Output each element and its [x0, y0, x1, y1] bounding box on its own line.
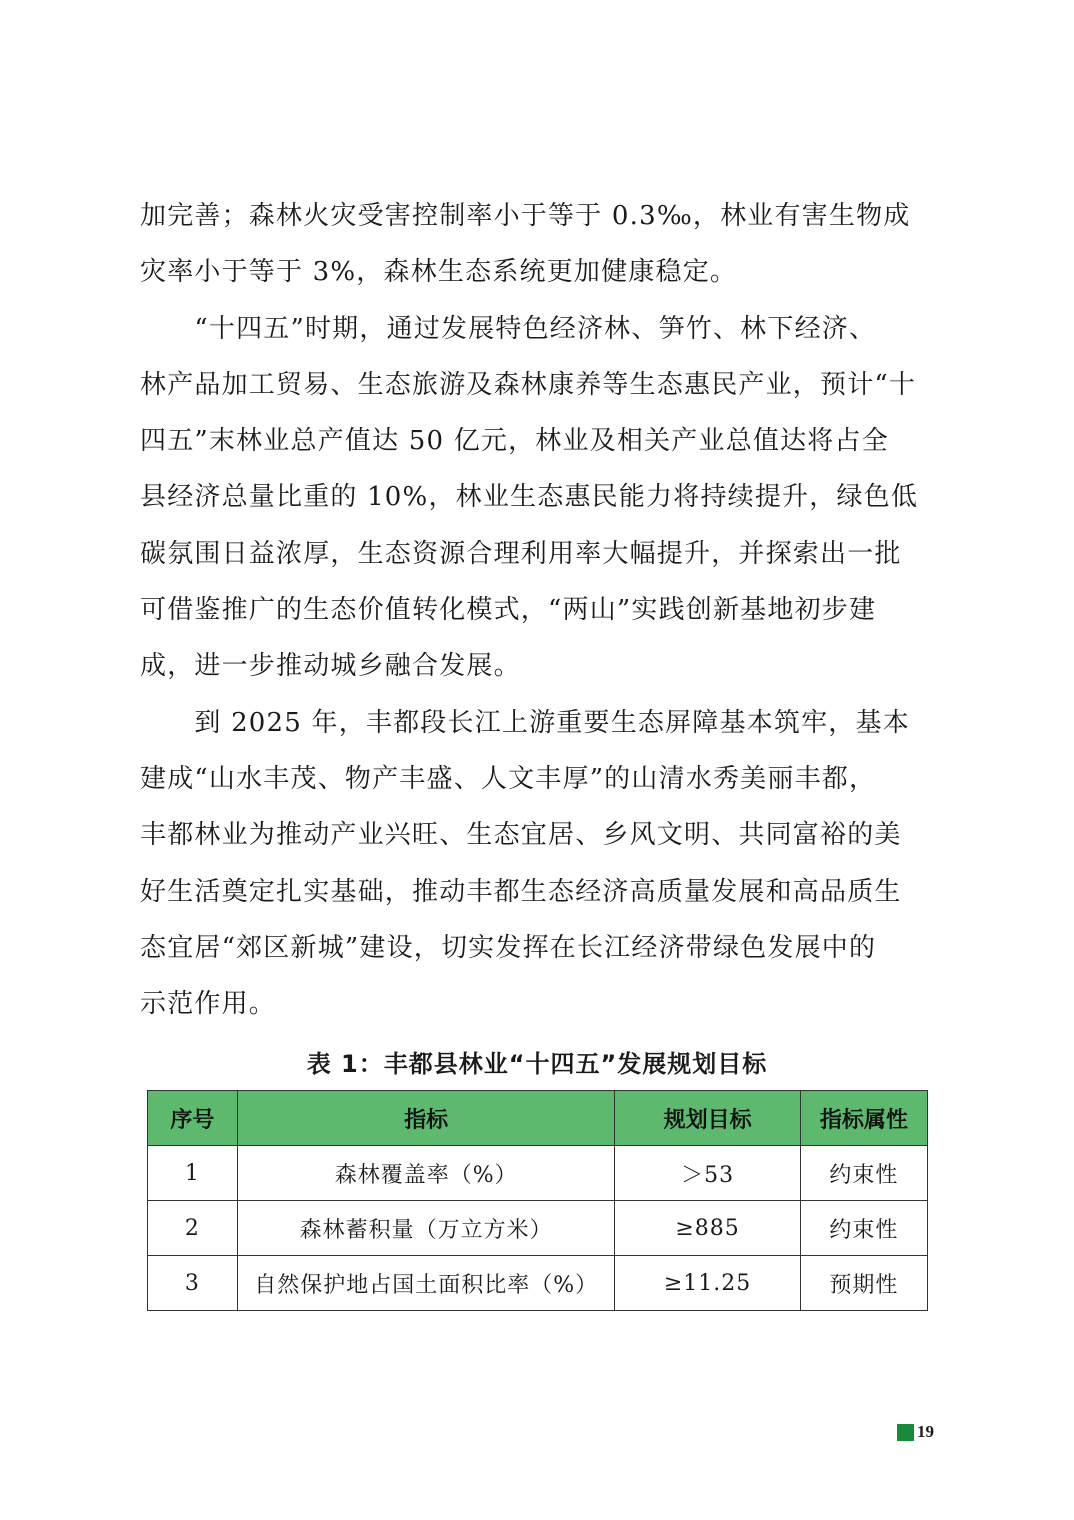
header-attribute: 指标属性 [800, 1091, 927, 1146]
table-caption: 表 1：丰都县林业“十四五”发展规划目标 [306, 1050, 768, 1078]
paragraph-line: 加完善；森林火灾受害控制率小于等于 0.3‰，林业有害生物成 [140, 201, 911, 231]
paragraph-line: 四五”末林业总产值达 50 亿元，林业及相关产业总值达将占全 [140, 426, 889, 457]
header-target: 规划目标 [615, 1091, 800, 1146]
paragraph-line: 示范作用。 [140, 989, 277, 1020]
table-row [148, 1201, 928, 1256]
paragraph-line: 到 2025 年，丰都段长江上游重要生态屏障基本筑牢，基本 [140, 707, 910, 738]
table-row [148, 1146, 928, 1201]
paragraph-line: 碳氛围日益浓厚，生态资源合理利用率大幅提升，并探索出一批 [140, 538, 902, 569]
paragraph-line: 丰都林业为推动产业兴旺、生态宜居、乡风文明、共同富裕的美 [140, 820, 902, 851]
cell-target: ≥885 [615, 1201, 800, 1256]
body-text [140, 188, 936, 1032]
header-indicator: 指标 [237, 1091, 615, 1146]
cell-attribute: 约束性 [800, 1201, 927, 1256]
cell-target: ≥11.25 [615, 1256, 800, 1311]
paragraph-line: 建成“山水丰茂、物产丰盛、人文丰厚”的山清水秀美丽丰都， [140, 763, 877, 794]
paragraph-line: 县经济总量比重的 10%，林业生态惠民能力将持续提升，绿色低 [140, 482, 919, 513]
page-footer [897, 1422, 934, 1442]
paragraph-2 [140, 301, 936, 695]
paragraph-line: 林产品加工贸易、生态旅游及森林康养等生态惠民产业，预计“十 [140, 369, 917, 400]
table-header-row [148, 1091, 928, 1146]
paragraph-line: 态宜居“郊区新城”建设，切实发挥在长江经济带绿色发展中的 [140, 932, 877, 963]
table-row [148, 1256, 928, 1311]
paragraph-1 [140, 188, 936, 301]
header-seq: 序号 [148, 1091, 238, 1146]
cell-seq: 1 [148, 1146, 238, 1201]
paragraph-3 [140, 695, 936, 1033]
cell-attribute: 预期性 [800, 1256, 927, 1311]
cell-attribute: 约束性 [800, 1146, 927, 1201]
paragraph-line: 成，进一步推动城乡融合发展。 [140, 651, 521, 682]
cell-indicator: 森林蓄积量（万立方米） [237, 1201, 615, 1256]
cell-target: ＞53 [615, 1146, 800, 1201]
green-square-icon [897, 1424, 914, 1441]
cell-indicator: 森林覆盖率（%） [237, 1146, 615, 1201]
page-number: 19 [917, 1422, 934, 1441]
cell-seq: 3 [148, 1256, 238, 1311]
paragraph-line: 可借鉴推广的生态价值转化模式，“两山”实践创新基地初步建 [140, 595, 877, 626]
paragraph-line: “十四五”时期，通过发展特色经济林、笋竹、林下经济、 [140, 313, 877, 344]
paragraph-line: 灾率小于等于 3%，森林生态系统更加健康稳定。 [140, 257, 738, 288]
cell-indicator: 自然保护地占国土面积比率（%） [237, 1256, 615, 1311]
cell-seq: 2 [148, 1201, 238, 1256]
goals-table [147, 1090, 928, 1311]
paragraph-line: 好生活奠定扎实基础，推动丰都生态经济高质量发展和高品质生 [140, 876, 902, 907]
